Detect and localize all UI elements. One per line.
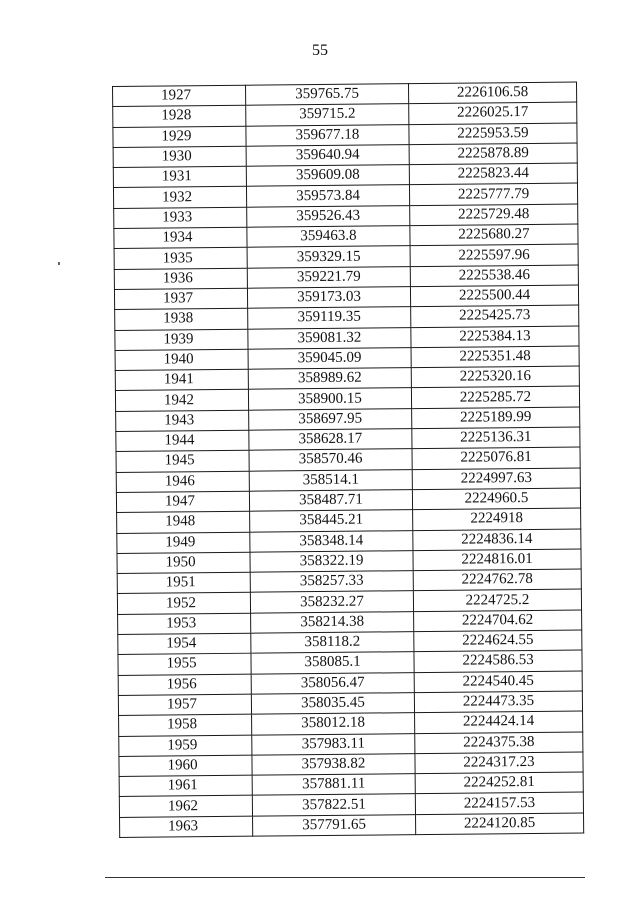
year-cell: 1959 (119, 735, 252, 757)
value2-cell: 2225729.48 (410, 204, 578, 226)
value1-cell: 358118.2 (251, 632, 414, 654)
value1-cell: 359119.35 (248, 307, 411, 329)
value2-cell: 2224120.85 (416, 813, 584, 835)
value1-cell: 357791.65 (253, 814, 416, 836)
value1-cell: 358989.62 (248, 368, 411, 390)
value1-cell: 357983.11 (252, 733, 415, 755)
value1-cell: 358232.27 (250, 591, 413, 613)
value2-cell: 2225680.27 (410, 224, 578, 246)
year-cell: 1929 (113, 126, 246, 148)
value2-cell: 2224473.35 (414, 691, 582, 713)
year-cell: 1957 (118, 694, 251, 716)
value1-cell: 358570.46 (249, 449, 412, 471)
year-cell: 1928 (113, 106, 246, 128)
table-row (120, 813, 584, 838)
value2-cell: 2226025.17 (409, 102, 577, 124)
value2-cell: 2224586.53 (414, 650, 582, 672)
year-cell: 1952 (117, 593, 250, 615)
value2-cell: 2224725.2 (413, 589, 581, 611)
value2-cell: 2225351.48 (411, 346, 579, 368)
year-cell: 1940 (115, 349, 248, 371)
value2-cell: 2225384.13 (411, 326, 579, 348)
value1-cell: 358035.45 (251, 693, 414, 715)
value2-cell: 2225878.89 (409, 143, 577, 165)
year-cell: 1946 (116, 471, 249, 493)
value1-cell: 358445.21 (250, 510, 413, 532)
year-cell: 1948 (117, 511, 250, 533)
year-cell: 1944 (116, 430, 249, 452)
value1-cell: 358514.1 (249, 469, 412, 491)
value2-cell: 2224816.01 (413, 549, 581, 571)
year-cell: 1943 (116, 410, 249, 432)
year-cell: 1931 (113, 166, 246, 188)
value2-cell: 2225597.96 (410, 244, 578, 266)
value2-cell: 2224997.63 (412, 468, 580, 490)
year-cell: 1951 (117, 572, 250, 594)
value2-cell: 2225189.99 (412, 407, 580, 429)
value2-cell: 2224704.62 (414, 610, 582, 632)
value1-cell: 358348.14 (250, 530, 413, 552)
value2-cell: 2224624.55 (414, 630, 582, 652)
year-cell: 1930 (113, 146, 246, 168)
year-cell: 1960 (119, 755, 252, 777)
value2-cell: 2225500.44 (410, 285, 578, 307)
value2-cell: 2225320.16 (411, 366, 579, 388)
value2-cell: 2225136.31 (412, 427, 580, 449)
year-cell: 1962 (119, 796, 252, 818)
value1-cell: 359329.15 (247, 246, 410, 268)
page-number: 55 (312, 42, 328, 59)
value2-cell: 2224540.45 (414, 671, 582, 693)
year-cell: 1950 (117, 552, 250, 574)
value2-cell: 2225538.46 (410, 265, 578, 287)
year-cell: 1932 (113, 187, 246, 209)
value2-cell: 2225777.79 (409, 184, 577, 206)
value1-cell: 359081.32 (248, 327, 411, 349)
data-table (112, 82, 584, 838)
value2-cell: 2225823.44 (409, 163, 577, 185)
year-cell: 1953 (118, 613, 251, 635)
value1-cell: 358012.18 (252, 713, 415, 735)
value1-cell: 358322.19 (250, 550, 413, 572)
value1-cell: 358085.1 (251, 652, 414, 674)
value1-cell: 357822.51 (252, 794, 415, 816)
year-cell: 1927 (113, 85, 246, 107)
year-cell: 1937 (114, 288, 247, 310)
value1-cell: 357881.11 (252, 774, 415, 796)
year-cell: 1934 (114, 227, 247, 249)
year-cell: 1945 (116, 451, 249, 473)
value1-cell: 358628.17 (249, 429, 412, 451)
value2-cell: 2224317.23 (415, 752, 583, 774)
value2-cell: 2224157.53 (415, 792, 583, 814)
year-cell: 1947 (116, 491, 249, 513)
value1-cell: 359640.94 (246, 145, 409, 167)
value2-cell: 2224960.5 (412, 488, 580, 510)
scan-speck (58, 262, 60, 265)
year-cell: 1941 (115, 369, 248, 391)
year-cell: 1933 (114, 207, 247, 229)
value2-cell: 2225425.73 (411, 305, 579, 327)
year-cell: 1961 (119, 775, 252, 797)
value1-cell: 359221.79 (247, 266, 410, 288)
year-cell: 1955 (118, 654, 251, 676)
value1-cell: 358900.15 (248, 388, 411, 410)
value1-cell: 359045.09 (248, 348, 411, 370)
value1-cell: 359609.08 (246, 165, 409, 187)
year-cell: 1938 (115, 308, 248, 330)
value1-cell: 358056.47 (251, 672, 414, 694)
year-cell: 1936 (114, 268, 247, 290)
value2-cell: 2226106.58 (408, 82, 576, 104)
value2-cell: 2224762.78 (413, 569, 581, 591)
value1-cell: 358697.95 (249, 408, 412, 430)
page-bottom-rule (105, 877, 585, 878)
value1-cell: 359173.03 (247, 287, 410, 309)
value1-cell: 359715.2 (246, 104, 409, 126)
value1-cell: 358487.71 (249, 490, 412, 512)
value1-cell: 358257.33 (250, 571, 413, 593)
year-cell: 1954 (118, 633, 251, 655)
value2-cell: 2225953.59 (409, 123, 577, 145)
value1-cell: 359765.75 (245, 84, 408, 106)
year-cell: 1935 (114, 248, 247, 270)
table-body (113, 82, 584, 837)
value1-cell: 358214.38 (251, 611, 414, 633)
year-cell: 1963 (120, 816, 253, 838)
value2-cell: 2224836.14 (413, 529, 581, 551)
year-cell: 1956 (118, 674, 251, 696)
value2-cell: 2224252.81 (415, 772, 583, 794)
year-cell: 1958 (119, 714, 252, 736)
value2-cell: 2224918 (413, 508, 581, 530)
value2-cell: 2224375.38 (415, 732, 583, 754)
year-cell: 1949 (117, 532, 250, 554)
value1-cell: 359526.43 (247, 205, 410, 227)
value2-cell: 2224424.14 (415, 711, 583, 733)
year-cell: 1942 (115, 390, 248, 412)
value2-cell: 2225285.72 (411, 386, 579, 408)
value2-cell: 2225076.81 (412, 447, 580, 469)
value1-cell: 359573.84 (246, 185, 409, 207)
value1-cell: 359463.8 (247, 226, 410, 248)
value1-cell: 359677.18 (246, 124, 409, 146)
value1-cell: 357938.82 (252, 753, 415, 775)
year-cell: 1939 (115, 329, 248, 351)
